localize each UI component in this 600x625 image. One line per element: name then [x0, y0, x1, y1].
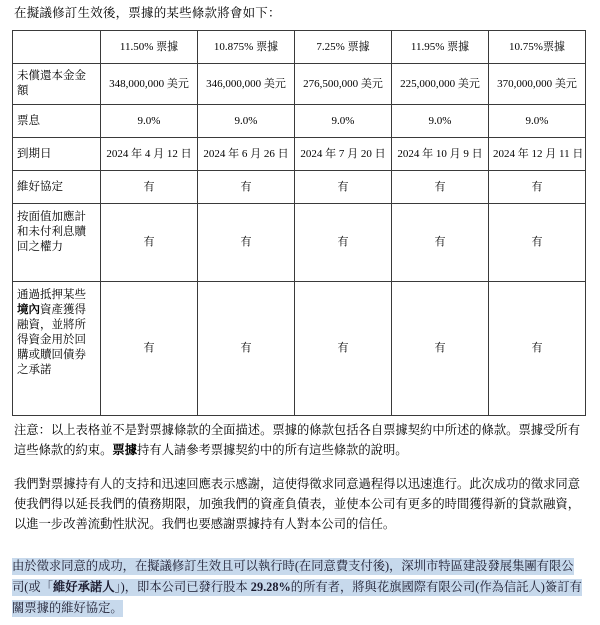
cell-pledge-1: 有: [101, 282, 198, 416]
cell-maturity-4: 2024 年 10 月 9 日: [392, 138, 489, 171]
cell-coupon-5: 9.0%: [489, 105, 586, 138]
cell-pledge-5: 有: [489, 282, 586, 416]
table-row: [13, 171, 586, 204]
row-label-bold-onshore: 境內: [17, 304, 40, 316]
row-label-keepwell: 維好協定: [13, 171, 101, 204]
highlight-part-1: 由於徵求同意的成功，在擬議修訂生效且可以執行時(在同意費支付後)，深圳市特區建設發展集團有限公司(或「: [12, 559, 574, 594]
highlight-part-2: 」)，即本公司已發行股本: [114, 580, 251, 594]
table-header-note-2: 10.875% 票據: [198, 31, 295, 64]
row-label-maturity: 到期日: [13, 138, 101, 171]
table-header-note-3: 7.25% 票據: [295, 31, 392, 64]
cell-redemption-3: 有: [295, 204, 392, 282]
cell-principal-1: 348,000,000 美元: [101, 64, 198, 105]
cell-maturity-3: 2024 年 7 月 20 日: [295, 138, 392, 171]
table-row: [13, 282, 586, 416]
cell-principal-3: 276,500,000 美元: [295, 64, 392, 105]
row-label-redemption-right: 按面值加應計和未付利息贖回之權力: [13, 204, 101, 282]
row-label-pledge-commitment: 通過抵押某些境內資產獲得融資，並將所得資金用於回購或贖回債券之承諾: [13, 282, 101, 416]
highlight-part-3: 的所有者，將與花旗國際有限公司(作為信託人)簽訂有關票據的維好協定。: [12, 580, 582, 615]
cell-principal-2: 346,000,000 美元: [198, 64, 295, 105]
table-row: [13, 105, 586, 138]
cell-maturity-2: 2024 年 6 月 26 日: [198, 138, 295, 171]
body-paragraph: 我們對票據持有人的支持和迅速回應表示感謝，這使得徵求同意過程得以迅速進行。此次成功的徵求同意使我們得以延長我們的債務期限，加強我們的資產負債表，並使本公司有更多的時間獲得新的貸款融資，以進一步改善流動性狀況。我們也要感謝票據持有人對本公司的信任。: [14, 477, 580, 531]
table-header: [13, 31, 586, 64]
row-label-coupon: 票息: [13, 105, 101, 138]
intro-text: 在擬議修訂生效後，票據的某些條款將會如下：: [14, 6, 281, 20]
cell-redemption-5: 有: [489, 204, 586, 282]
cell-coupon-1: 9.0%: [101, 105, 198, 138]
cell-pledge-3: 有: [295, 282, 392, 416]
cell-principal-4: 225,000,000 美元: [392, 64, 489, 105]
highlight-span: [12, 558, 582, 617]
cell-coupon-4: 9.0%: [392, 105, 489, 138]
table-header-note-1: 11.50% 票據: [101, 31, 198, 64]
highlight-bold-keepwell-provider: 維好承諾人: [53, 580, 115, 594]
cell-pledge-4: 有: [392, 282, 489, 416]
note-bold-notes: 票據: [112, 443, 137, 457]
row-label-principal: 未償還本金金額: [13, 64, 101, 105]
table-header-row: [13, 31, 586, 64]
cell-maturity-1: 2024 年 4 月 12 日: [101, 138, 198, 171]
cell-keepwell-1: 有: [101, 171, 198, 204]
highlighted-paragraph: [12, 556, 582, 619]
cell-keepwell-3: 有: [295, 171, 392, 204]
note-prefix: 注意：以上表格並不是對票據條款的全面描述。票據的條款包括各自票據契約中所述的條款。票據受所有這些條款的約束。: [14, 423, 580, 457]
note-suffix: 持有人請參考票據契約中的所有這些條款的說明。: [137, 443, 408, 457]
cell-coupon-2: 9.0%: [198, 105, 295, 138]
note-paragraph: [14, 420, 580, 460]
table-row: [13, 204, 586, 282]
highlight-bold-percentage: 29.28%: [250, 580, 291, 594]
table-header-note-5: 10.75%票據: [489, 31, 586, 64]
cell-principal-5: 370,000,000 美元: [489, 64, 586, 105]
cell-maturity-5: 2024 年 12 月 11 日: [489, 138, 586, 171]
table-header-note-4: 11.95% 票據: [392, 31, 489, 64]
cell-keepwell-5: 有: [489, 171, 586, 204]
table-row: [13, 138, 586, 171]
notes-terms-table: [12, 30, 586, 416]
cell-keepwell-4: 有: [392, 171, 489, 204]
cell-pledge-2: 有: [198, 282, 295, 416]
cell-coupon-3: 9.0%: [295, 105, 392, 138]
table-header-blank: [13, 31, 101, 64]
cell-keepwell-2: 有: [198, 171, 295, 204]
cell-redemption-4: 有: [392, 204, 489, 282]
table-row: [13, 64, 586, 105]
cell-redemption-1: 有: [101, 204, 198, 282]
cell-redemption-2: 有: [198, 204, 295, 282]
